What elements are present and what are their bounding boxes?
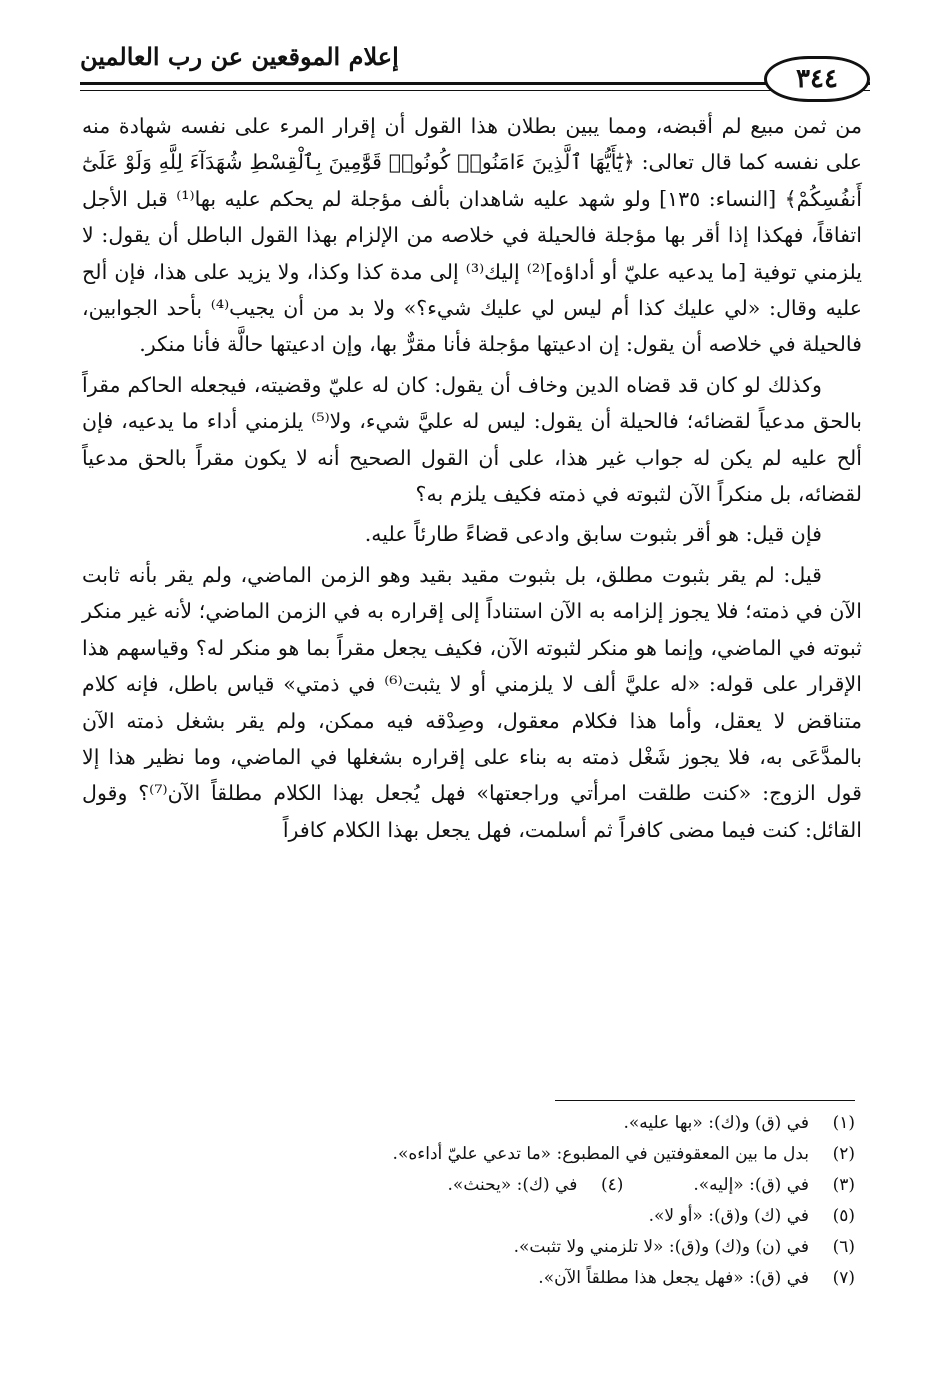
paragraph: وكذلك لو كان قد قضاه الدين وخاف أن يقول: كان له عليّ وقضيته، فيجعله الحاكم مقراً بالحق مدعياً لقضائه؛ فالحيلة أن يقول: ليس له عليَّ شيء، ولا⁽⁵⁾ يلزمني أداء ما يدعيه، فإن ألح عليه لم يكن له جواب غير هذا، على أن القول الصحيح أنه لا يكون مقراً بالحق مدعياً لقضائه، بل منكراً الآن لثبوته في ذمته فكيف يلزم به؟ xyxy=(82,372,862,507)
main-text xyxy=(82,108,862,848)
footnote-text: في (ق): «إليه». xyxy=(693,1175,809,1195)
footnote-number: (٦) xyxy=(832,1237,855,1257)
page-number: ٣٤٤ xyxy=(764,56,870,102)
paragraph: قيل: لم يقر بثبوت مطلق، بل بثبوت مقيد بقيد وهو الزمن الماضي، ولم يقر بأنه ثابت الآن في ذمته؛ فلا يجوز إلزامه به الآن استناداً إلى إقراره به في الزمن الماضي؛ لأنه غير منكر ثبوته في الماضي، وإنما هو منكر لثبوته الآن، فكيف يجعل مقراً بما هو منكر له؟ وقياسهم هذا الإقرار على قوله: «له عليَّ ألف لا يلزمني أو لا يثبت⁽⁶⁾ في ذمتي» قياس باطل، فإنه كلام متناقض لا يعقل، وأما هذا فكلام معقول، وصِدْقه فيه ممكن، ولم يقر بشغل ذمته الآن بالمدَّعَى به، فلا يجوز شَغْل ذمته به بناء على إقراره بشغلها في الماضي، وما نظير هذا إلا قول الزوج: «كنت طلقت امرأتي وراجعتها» فهل يُجعل بهذا الكلام مطلقاً الآن⁽⁷⁾؟ وقول القائل: كنت فيما مضى كافراً ثم أسلمت، فهل يجعل بهذا الكلام كافراً xyxy=(82,562,862,842)
footnote xyxy=(75,1139,855,1170)
footnote-number: (٤) xyxy=(600,1175,624,1195)
footnote-text: بدل ما بين المعقوفتين في المطبوع: «ما تدعي عليّ أداءه». xyxy=(392,1144,809,1164)
footnote-number: (٢) xyxy=(832,1144,855,1164)
footnote-number: (٥) xyxy=(832,1206,855,1226)
footnote-text: في (ك): «يحنث». xyxy=(447,1175,578,1195)
footnote-text: في (ق): «فهل يجعل هذا مطلقاً الآن». xyxy=(538,1268,809,1288)
footnote-number: (١) xyxy=(832,1113,855,1133)
footnote xyxy=(75,1108,855,1139)
header-rule-thin xyxy=(80,90,870,91)
page-header xyxy=(80,40,870,102)
footnote-number: (٧) xyxy=(832,1268,855,1288)
footnote xyxy=(75,1170,855,1201)
footnote-number: (٣) xyxy=(832,1175,855,1195)
footnote-text: في (ك) و(ق): «أو لا». xyxy=(648,1206,809,1226)
footnote xyxy=(75,1263,855,1294)
paragraph: فإن قيل: هو أقر بثبوت سابق وادعى قضاءً طارئاً عليه. xyxy=(364,522,822,547)
footnote xyxy=(75,1201,855,1232)
running-title: إعلام الموقعين عن رب العالمين xyxy=(80,42,399,71)
header-rule xyxy=(80,82,870,85)
paragraph: من ثمن مبيع لم أقبضه، ومما يبين بطلان هذا القول أن إقرار المرء على نفسه شهادة منه على نفسه كما قال تعالى: ﴿يَٰٓأَيُّهَا ٱلَّذِينَ ءَامَنُوا۟ كُونُوا۟ قَوَّٰمِينَ بِٱلْقِسْطِ شُهَدَآءَ لِلَّهِ وَلَوْ عَلَىٰٓ أَنفُسِكُمْ﴾ [النساء: ١٣٥] ولو شهد عليه شاهدان بألف مؤجلة لم يحكم عليه بها⁽¹⁾ قبل الأجل اتفاقاً، فهكذا إذا أقر بها مؤجلة فالحيلة في خلاصه من الإلزام بهذا القول الباطل أن يقول: لا يلزمني توفية [ما يدعيه عليّ أو أداؤه]⁽²⁾ إليك⁽³⁾ إلى مدة كذا وكذا، ولا يزيد على هذا، فإن ألح عليه وقال: «لي عليك كذا أم ليس لي عليك شيء؟» ولا بد من أن يجيب⁽⁴⁾ بأحد الجوابين، فالحيلة في خلاصه أن يقول: إن ادعيتها مؤجلة فأنا مقرٌّ بها، وإن ادعيتها حالَّة فأنا منكر. xyxy=(82,114,863,357)
footnotes xyxy=(75,1108,855,1294)
footnote xyxy=(75,1232,855,1263)
footnote-separator xyxy=(555,1100,855,1101)
footnote-text: في (ق) و(ك): «بها عليه». xyxy=(623,1113,809,1133)
footnote-text: في (ن) و(ك) و(ق): «لا تلزمني ولا تثبت». xyxy=(513,1237,809,1257)
